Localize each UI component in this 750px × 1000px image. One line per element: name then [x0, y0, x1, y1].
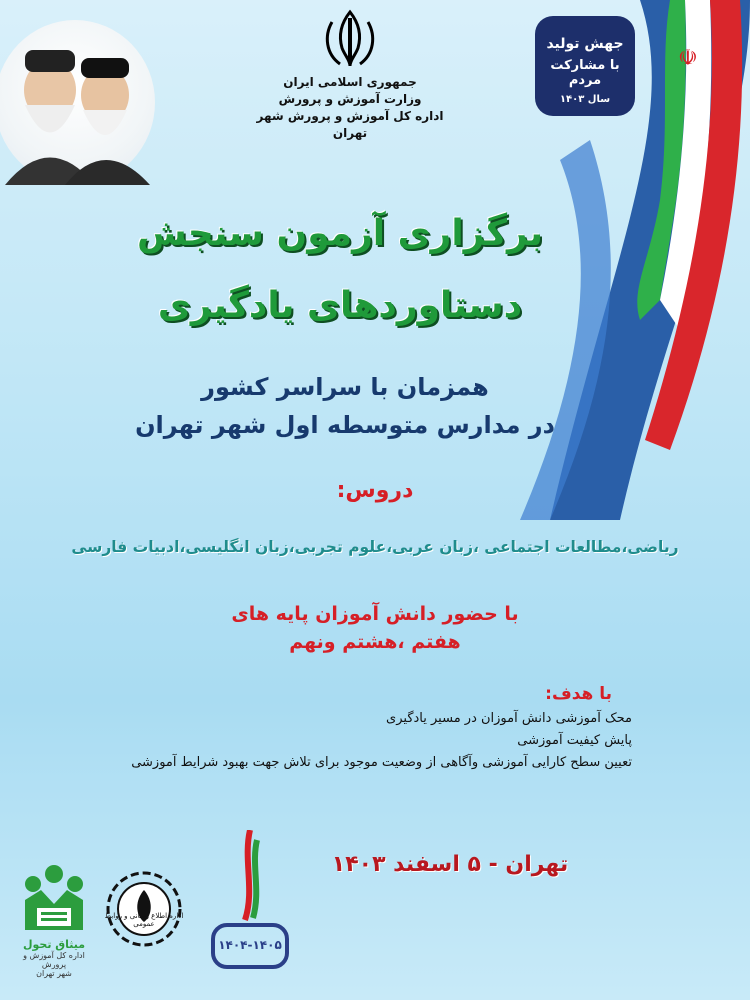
goal-item: تعیین سطح کارایی آموزشی وآگاهی از وضعیت موجود برای تلاش جهت بهبود شرایط آموزشی	[131, 755, 632, 770]
badge-line3: سال ۱۴۰۳	[559, 94, 611, 105]
logo2-text: اداره اطلاع رسانی و روابط عمومی	[104, 912, 184, 928]
participants-line2: هفتم ،هشتم ونهم	[289, 631, 461, 653]
courses-label: دروس:	[336, 478, 414, 503]
participants-line1: با حضور دانش آموزان پایه های	[231, 603, 519, 625]
year-badge	[535, 16, 635, 116]
logo-1404	[200, 830, 300, 952]
header-block	[240, 74, 460, 142]
logo1-sub1: اداره کل آموزش و پرورش	[23, 951, 85, 969]
flower-badge-icon	[105, 870, 183, 948]
logo1-title: میثاق تحول	[22, 938, 86, 951]
header-line-ministry: وزارت آموزش و پرورش	[278, 92, 422, 106]
header-line-country: جمهوری اسلامی ایران	[283, 75, 417, 89]
event-date: تهران - ۵ اسفند ۱۴۰۳	[331, 852, 569, 877]
badge-line1: جهش تولید	[546, 36, 624, 52]
goal-item: پایش کیفیت آموزشی	[517, 733, 632, 748]
main-title-line1: برگزاری آزمون سنجش	[137, 213, 543, 254]
logo1-sub2: شهر تهران	[36, 969, 72, 978]
goals-list	[32, 708, 632, 774]
courses-list: ریاضی،مطالعات اجتماعی ،زبان عربی،علوم تجربی،زبان انگلیسی،ادبیات فارسی	[71, 538, 679, 556]
header-line-office: اداره کل آموزش و پرورش شهر تهران	[256, 109, 444, 140]
leaders-portrait	[0, 20, 155, 185]
main-title	[100, 198, 580, 342]
small-emblem-icon: ☫	[678, 46, 698, 71]
subtitle-line2: در مدارس متوسطه اول شهر تهران	[135, 411, 555, 439]
goals-label: با هدف:	[545, 684, 612, 704]
goal-item: محک آموزشی دانش آموزان در مسیر یادگیری	[386, 711, 632, 726]
logo3-text: ۱۴۰۴-۱۴۰۵	[218, 938, 282, 952]
subtitle-line1: همزمان با سراسر کشور	[201, 373, 489, 401]
subtitle	[120, 368, 570, 444]
badge-line2: با مشارکت مردم	[550, 58, 620, 88]
main-title-line2: دستاوردهای یادگیری	[157, 285, 523, 326]
people-logo-icon	[19, 860, 89, 934]
portrait-icon	[0, 20, 155, 185]
logo-misagh-tahavol	[10, 860, 98, 978]
iran-emblem-icon	[322, 8, 378, 68]
logo-public-relations	[104, 870, 184, 928]
participants	[180, 600, 570, 656]
